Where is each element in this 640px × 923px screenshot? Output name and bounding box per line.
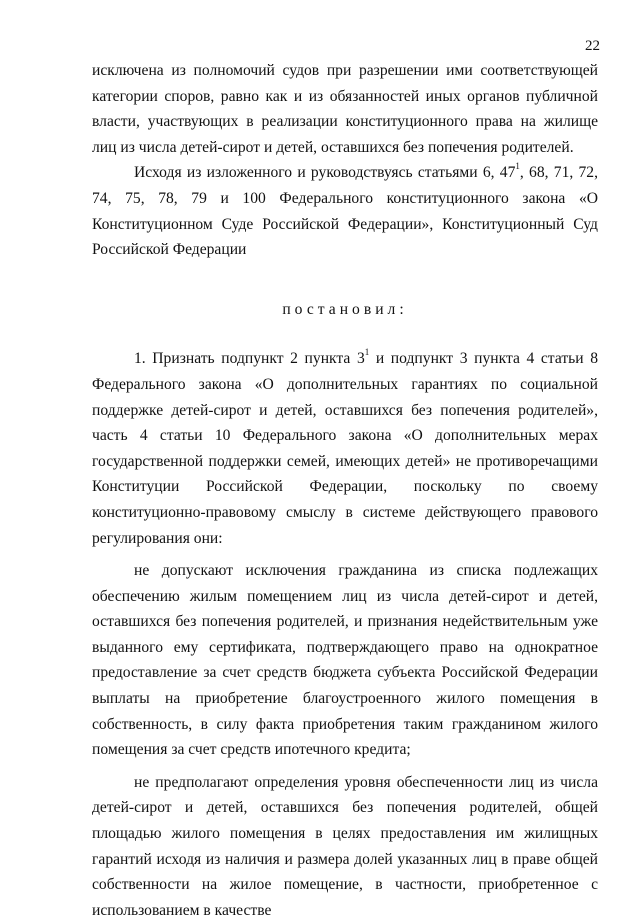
paragraph-spacing — [92, 551, 598, 558]
paragraph-3 — [92, 346, 598, 551]
resolution-heading: постановил: — [282, 300, 408, 318]
paragraph-4: не допускают исключения гражданина из списка подлежащих обеспечению жилым помещением лиц из числа детей-сирот и детей, оставшихся без попечения родителей, и признания недействительным уже выданного ему сертификата, подтверждающего право на однократное предоставление за счет средств бюджета субъекта Российской Федерации выплаты на приобретение благоустроенного жилого помещения в собственность, в силу факта приобретения таким гражданином жилого помещения за счет средств ипотечного кредита; — [92, 562, 598, 759]
paragraph-3-text-start: 1. Признать подпункт 2 пункта 3 — [134, 350, 365, 368]
paragraph-2-text-end: , 68, 71, 72, 74, 75, 78, 79 и 100 Федерального конституционного закона «О Конституционном Суде Российской Федерации», Конституционный Суд Российской Федерации — [92, 164, 598, 259]
paragraph-2 — [92, 160, 598, 262]
document-body — [92, 58, 598, 923]
paragraph-3-superscript: 1 — [364, 347, 370, 358]
paragraph-spacing — [92, 763, 598, 770]
paragraph-3-text-end: и подпункт 3 пункта 4 статьи 8 Федерального закона «О дополнительных гарантиях по социальной поддержке детей-сирот и детей, оставшихся без попечения родителей», часть 4 статьи 10 Федерального закона «О дополнительных мерах государственной поддержки семей, имеющих детей» не противоречащими Конституции Российской Федерации, поскольку по своему конституционно-правовому смыслу в системе действующего правового регулирования они: — [92, 350, 599, 547]
paragraph-2-text-start: Исходя из изложенного и руководствуясь статьями 6, 47 — [134, 164, 516, 182]
paragraph-2-superscript: 1 — [515, 161, 520, 172]
paragraph-5: не предполагают определения уровня обеспеченности лиц из числа детей-сирот и детей, оставшихся без попечения родителей, общей площадью жилого помещения в целях предоставления им жилищных гарантий исходя из наличия и размера долей указанных лиц в праве общей собственности на жилое помещение, в частности, приобретенное с использованием в качестве — [92, 773, 598, 919]
paragraph-1: исключена из полномочий судов при разрешении ими соответствующей категории споров, равно как и из обязанностей иных органов публичной власти, участвующих в реализации конституционного права на жилище лиц из числа детей-сирот и детей, оставшихся без попечения родителей. — [92, 62, 598, 156]
page-number: 22 — [585, 38, 600, 54]
